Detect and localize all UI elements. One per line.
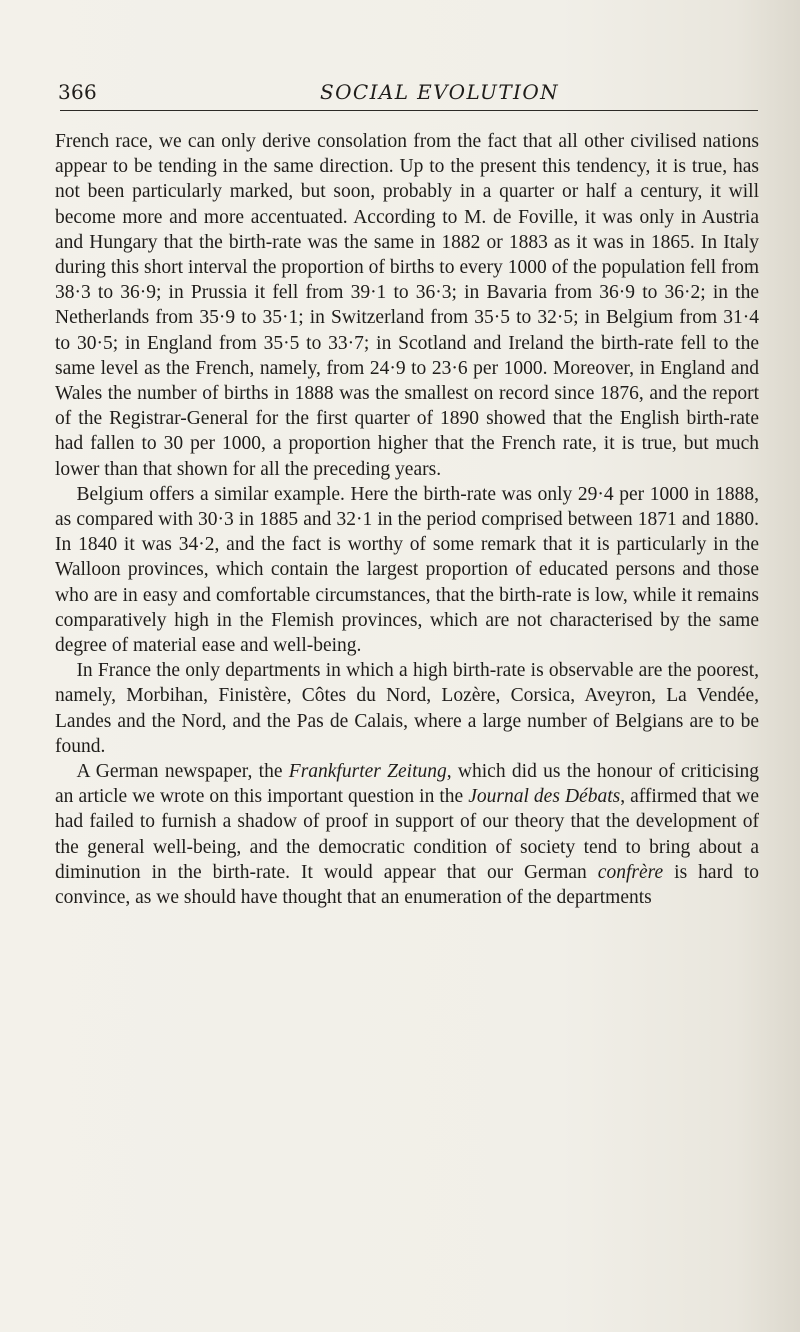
body-text [55, 129, 759, 910]
paragraph-4-text-a: A German newspaper, the [76, 761, 289, 783]
confrere-word: confrère [597, 861, 664, 883]
page-number: 366 [58, 80, 98, 104]
paragraph-2: Belgium offers a similar example. Here the birth-rate was only 29·4 per 1000 in 1888, as compared with 30·3 in 1885 and 32·1 in the period comprised between 1871 and 1880. In 1840 it was 34·2, and the fact is worthy of some remark that it is particularly in the Walloon provinces, which contain the largest proportion of educated persons and those who are in easy and comfortable circumstances, that the birth-rate is low, while it remains comparatively high in the Flemish provinces, which are not characterised by the same degree of material ease and well-being. [55, 483, 759, 657]
paragraph-4-text-b: , which did us the honour of criticising an article we wrote on this important question in the [55, 761, 759, 808]
journal-title: Journal des Débats [468, 786, 621, 808]
paragraph-4 [55, 759, 759, 910]
page-header [58, 76, 758, 116]
paragraph-1: French race, we can only derive consolation from the fact that all other civilised nations appear to be tending in the same direction. Up to the present this tendency, it is true, has not been particularly marked, but soon, probably in a quarter or half a century, it will become more and more accentuated. According to M. de Foville, it was only in Austria and Hungary that the birth-rate was the same in 1882 or 1883 as it was in 1865. In Italy during this short interval the proportion of births to every 1000 of the population fell from 38·3 to 36·9; in Prussia it fell from 39·1 to 36·3; in Bavaria from 36·9 to 36·2; in the Netherlands from 35·9 to 35·1; in Switzerland from 35·5 to 32·5; in Belgium from 31·4 to 30·5; in England from 35·5 to 33·7; in Scotland and Ireland the birth-rate fell to the same level as the French, namely, from 24·9 to 23·6 per 1000. Moreover, in England and Wales the number of births in 1888 was the smallest on record since 1876, and the report of the Registrar-General for the first quarter of 1890 showed that the English birth-rate had fallen to 30 per 1000, a proportion higher that the French rate, it is true, but much lower than that shown for all the preceding years. [55, 131, 759, 480]
paragraph-3: In France the only departments in which a high birth-rate is observable are the poorest, namely, Morbihan, Finistère, Côtes du Nord, Lozère, Corsica, Aveyron, La Vendée, Landes and the Nord, and the Pas de Calais, where a large number of Belgians are to be found. [55, 660, 759, 757]
newspaper-title: Frankfurter Zeitung [288, 761, 447, 783]
paragraph-4-text-c: , affirmed that we had failed to furnish a shadow of proof in support of our theory that the development of the general well-being, and the democratic condition of society tend to bring about a diminution in the birth-rate. It would appear that our German [55, 786, 759, 883]
header-rule [60, 110, 758, 111]
paragraph-4-text-d: is hard to convince, as we should have thought that an enumeration of the departments [55, 861, 760, 909]
running-head: SOCIAL EVOLUTION [320, 80, 560, 104]
